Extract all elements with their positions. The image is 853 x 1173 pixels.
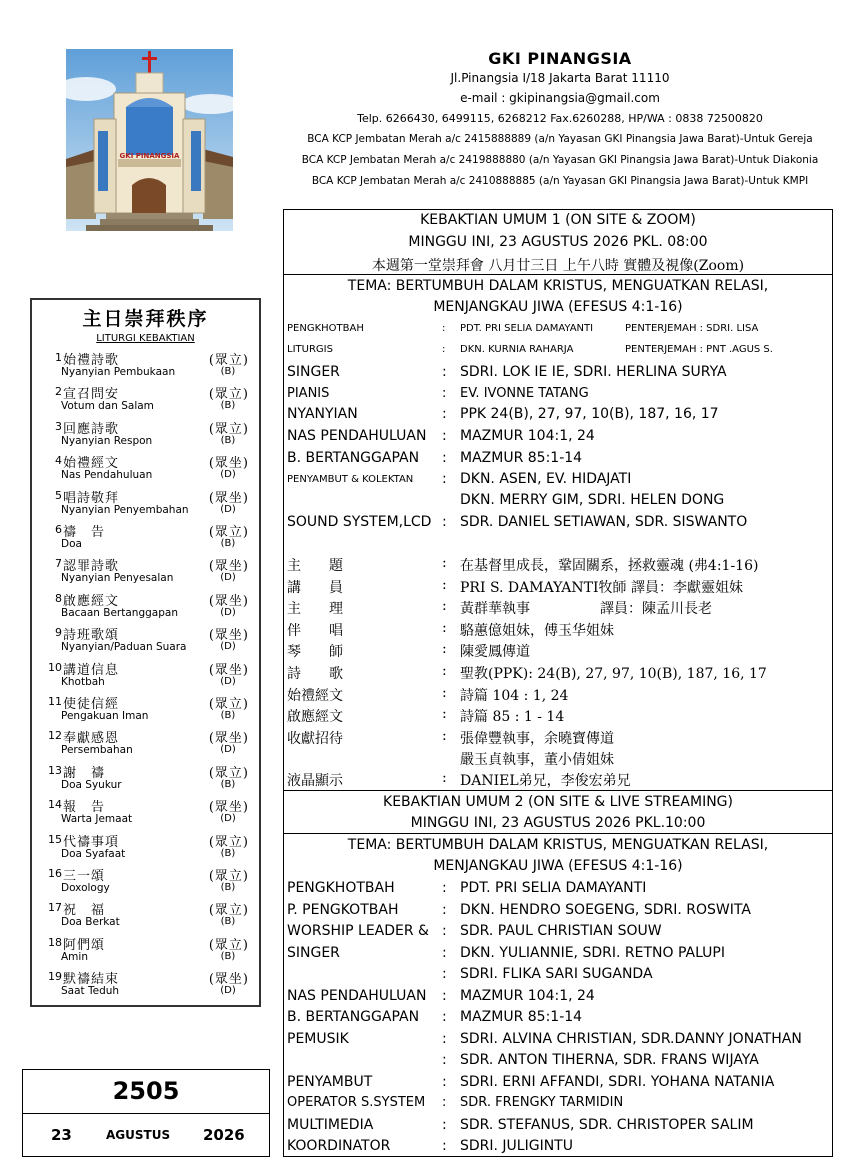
church-name: GKI PINANGSIA bbox=[488, 49, 632, 68]
order-item-chinese: 代禱事項 bbox=[63, 834, 120, 850]
order-item-indonesian: Nyanyian Respon bbox=[61, 434, 153, 447]
order-item-code: (B) bbox=[220, 710, 236, 721]
order-item-posture: (眾坐) bbox=[208, 628, 249, 644]
bulletin-number-box bbox=[22, 1069, 270, 1157]
church-photo-sign: GKI PINANGSIA bbox=[119, 152, 180, 160]
s2-row bbox=[287, 1138, 830, 1158]
zh-row-value: 聖教(PPK): 24(B), 27, 97, 10(B), 187, 16, 17 bbox=[460, 666, 767, 682]
s1-zh-row bbox=[287, 685, 830, 705]
zh-row-label: 始禮經文 bbox=[287, 687, 343, 704]
colon: : bbox=[442, 987, 447, 1004]
order-item-indonesian: Warta Jemaat bbox=[61, 813, 133, 826]
s1-row-liturgis: LITURGIS : DKN. KURNIA RAHARJA PENTERJEMAH : PNT .AGUS S. bbox=[287, 344, 773, 355]
order-item-indonesian: Doxology bbox=[61, 882, 110, 894]
order-item-number: 8 bbox=[55, 591, 62, 605]
order-item-code: (B) bbox=[220, 434, 236, 446]
order-item-number: 17 bbox=[48, 901, 62, 915]
order-item-posture: (眾立) bbox=[208, 903, 249, 919]
order-item-indonesian: Pengakuan Iman bbox=[61, 710, 149, 722]
colon: : bbox=[442, 727, 447, 744]
order-item-chinese: 奉獻感恩 bbox=[63, 731, 120, 747]
colon: : bbox=[442, 663, 447, 679]
order-item bbox=[32, 521, 259, 556]
order-item bbox=[32, 452, 259, 487]
order-item-chinese: 認罪詩歌 bbox=[63, 559, 120, 575]
order-item-chinese: 阿們頌 bbox=[63, 937, 106, 953]
zh-row-value: 詩篇 85 : 1 - 14 bbox=[460, 709, 565, 726]
s1-zh-row bbox=[287, 770, 830, 790]
order-item-posture: (眾立) bbox=[208, 869, 249, 884]
colon: : bbox=[442, 1073, 447, 1090]
zh-row-value: 嚴玉貞執事，董小倩姐妹 bbox=[460, 751, 614, 768]
zh-row-label: 詩 歌 bbox=[287, 666, 343, 682]
order-item-number: 14 bbox=[48, 798, 62, 812]
order-item-indonesian: Nyanyian/Paduan Suara bbox=[61, 641, 187, 654]
order-item-chinese: 禱 告 bbox=[63, 525, 106, 540]
colon: : bbox=[442, 1030, 447, 1047]
zh-row-value: DANIEL弟兄，李俊宏弟兄 bbox=[460, 773, 631, 790]
order-item-posture: (眾立) bbox=[208, 387, 249, 403]
s1-zh-row bbox=[287, 598, 830, 618]
zh-row-value: 駱蕙億姐妹，傅玉华姐妹 bbox=[460, 622, 614, 639]
order-item-code: (D) bbox=[220, 469, 236, 481]
order-item-indonesian: Doa Syukur bbox=[61, 778, 122, 791]
s1-row-sound: SOUND SYSTEM,LCD : SDR. DANIEL SETIAWAN, SDR. SISWANTO bbox=[287, 514, 748, 530]
order-item-number: 16 bbox=[48, 867, 62, 880]
order-item-chinese: 謝 禱 bbox=[63, 765, 106, 781]
s1-zh-row bbox=[287, 706, 830, 726]
service-schedule bbox=[283, 209, 833, 1157]
colon: : bbox=[442, 619, 447, 636]
s2-row bbox=[287, 923, 830, 943]
order-item-number: 13 bbox=[48, 763, 62, 777]
s2-row-label: PENGKHOTBAH bbox=[287, 880, 395, 896]
order-item bbox=[32, 383, 259, 418]
order-item bbox=[32, 487, 259, 522]
order-subtitle: LITURGI KEBAKTIAN bbox=[96, 333, 195, 344]
s2-row bbox=[287, 1117, 830, 1137]
s1-row-bertanggapan: B. BERTANGGAPAN : MAZMUR 85:1-14 bbox=[287, 450, 583, 466]
colon: : bbox=[442, 770, 447, 787]
s2-row-label: B. BERTANGGAPAN bbox=[287, 1009, 420, 1025]
service2-theme-line2: MENJANGKAU JIWA (EFESUS 4:1-16) bbox=[433, 858, 683, 874]
s1-row-pengkhotbah: PENGKHOTBAH : PDT. PRI SELIA DAMAYANTI PENTERJEMAH : SDRI. LISA bbox=[287, 323, 759, 334]
s2-row bbox=[287, 945, 830, 965]
colon: : bbox=[442, 641, 447, 658]
order-item-number: 3 bbox=[55, 419, 62, 433]
zh-row-label: 琴 師 bbox=[287, 644, 343, 661]
order-item-posture: (眾立) bbox=[208, 765, 249, 781]
order-item-code: (B) bbox=[220, 916, 236, 928]
service2-title: KEBAKTIAN UMUM 2 (ON SITE & LIVE STREAMING) bbox=[383, 794, 733, 810]
s1-zh-row bbox=[287, 577, 830, 597]
service1-theme-line2: MENJANGKAU JIWA (EFESUS 4:1-16) bbox=[433, 299, 683, 315]
order-title: 主日崇拜秩序 bbox=[82, 308, 209, 330]
zh-row-label: 講 員 bbox=[287, 579, 343, 596]
order-item-chinese: 始禮詩歌 bbox=[63, 353, 120, 368]
order-item-indonesian: Nyanyian Penyembahan bbox=[61, 503, 189, 516]
divider bbox=[284, 833, 832, 834]
colon: : bbox=[442, 1009, 447, 1025]
order-item-number: 19 bbox=[48, 970, 62, 984]
order-item-code: (B) bbox=[220, 950, 236, 962]
service2-theme-line1: TEMA: BERTUMBUH DALAM KRISTUS, MENGUATKAN RELASI, bbox=[347, 837, 769, 853]
s1-zh-row bbox=[287, 663, 830, 683]
church-email: e-mail : gkipinangsia@gmail.com bbox=[460, 91, 660, 105]
service1-title: KEBAKTIAN UMUM 1 (ON SITE & ZOOM) bbox=[420, 212, 696, 228]
bulletin-month: AGUSTUS bbox=[106, 1128, 171, 1142]
s2-row-value: MAZMUR 85:1-14 bbox=[460, 1009, 583, 1025]
s2-row-label: PENYAMBUT bbox=[287, 1073, 373, 1090]
s2-row bbox=[287, 1095, 830, 1115]
order-item-indonesian: Doa Syafaat bbox=[61, 847, 126, 860]
service1-date-zh: 本週第一堂崇拜會 八月廿三日 上午八時 實體及視像(Zoom) bbox=[371, 258, 745, 274]
s2-row-value: SDR. ANTON TIHERNA, SDR. FRANS WIJAYA bbox=[460, 1052, 759, 1068]
order-item-chinese: 詩班歌頌 bbox=[63, 628, 120, 644]
colon: : bbox=[442, 576, 447, 593]
zh-row-value: 詩篇 104 : 1, 24 bbox=[460, 687, 569, 704]
order-item bbox=[32, 624, 259, 659]
service2-date: MINGGU INI, 23 AGUSTUS 2026 PKL.10:00 bbox=[410, 815, 706, 831]
order-item-chinese: 講道信息 bbox=[63, 662, 120, 678]
order-item-code: (D) bbox=[220, 503, 236, 515]
s2-row-label: PEMUSIK bbox=[287, 1030, 349, 1047]
s2-row-value: SDR. STEFANUS, SDR. CHRISTOPER SALIM bbox=[460, 1116, 754, 1133]
zh-row-label: 主 題 bbox=[287, 558, 343, 574]
order-item-indonesian: Nas Pendahuluan bbox=[61, 469, 153, 482]
order-item-number: 15 bbox=[48, 832, 62, 846]
s1-row-pianis: PIANIS : EV. IVONNE TATANG bbox=[287, 386, 589, 401]
zh-row-value: 張偉豐執事，余曉寶傳道 bbox=[460, 730, 614, 747]
order-item-number: 2 bbox=[55, 385, 62, 399]
order-item-chinese: 祝 福 bbox=[63, 903, 106, 919]
zh-row-value: 在基督里成長，鞏固關系，拯救靈魂 (弗4:1-16) bbox=[460, 558, 759, 574]
colon: : bbox=[442, 1052, 447, 1068]
order-item bbox=[32, 418, 259, 453]
order-item-indonesian: Saat Teduh bbox=[61, 985, 120, 998]
order-item-chinese: 回應詩歌 bbox=[63, 421, 120, 437]
order-item-code: (B) bbox=[220, 882, 236, 893]
order-item-code: (B) bbox=[220, 778, 236, 790]
order-item-posture: (眾坐) bbox=[208, 456, 249, 472]
order-item bbox=[32, 762, 259, 797]
s2-row bbox=[287, 1074, 830, 1094]
order-item-number: 6 bbox=[55, 523, 62, 536]
s2-row-label: P. PENGKOTBAH bbox=[287, 901, 399, 918]
order-item-number: 12 bbox=[48, 729, 62, 743]
zh-row-label: 液晶顯示 bbox=[287, 773, 343, 790]
colon: : bbox=[442, 598, 447, 615]
order-item-indonesian: Nyanyian Penyesalan bbox=[61, 572, 174, 585]
service1-theme-line1: TEMA: BERTUMBUH DALAM KRISTUS, MENGUATKAN RELASI, bbox=[347, 278, 769, 294]
order-item-code: (B) bbox=[220, 847, 236, 859]
order-item-indonesian: Nyanyian Pembukaan bbox=[61, 366, 176, 378]
colon: : bbox=[442, 944, 447, 961]
s2-row-label: WORSHIP LEADER & bbox=[287, 923, 429, 939]
order-item-chinese: 使徒信經 bbox=[63, 697, 120, 712]
s1-zh-row bbox=[287, 620, 830, 640]
order-item-code: (D) bbox=[220, 985, 236, 997]
order-item-posture: (眾立) bbox=[208, 525, 249, 540]
order-item-posture: (眾立) bbox=[208, 834, 249, 850]
order-item-number: 1 bbox=[55, 351, 62, 364]
service1-date: MINGGU INI, 23 AGUSTUS 2026 PKL. 08:00 bbox=[408, 234, 708, 250]
s2-row bbox=[287, 966, 830, 986]
order-item-code: (D) bbox=[220, 641, 236, 653]
s2-row-label: MULTIMEDIA bbox=[287, 1116, 374, 1133]
bank-account-gereja: BCA KCP Jembatan Merah a/c 2415888889 (a/n Yayasan GKI Pinangsia Jawa Barat)-Untuk Gereja bbox=[307, 133, 813, 145]
order-item-number: 4 bbox=[55, 454, 62, 468]
order-item-posture: (眾立) bbox=[208, 937, 249, 953]
church-phone: Telp. 6266430, 6499115, 6268212 Fax.6260288, HP/WA : 0838 72500820 bbox=[357, 112, 763, 125]
order-item-number: 7 bbox=[55, 557, 62, 571]
order-item-chinese: 唱詩敬拜 bbox=[63, 490, 120, 506]
order-item bbox=[32, 865, 259, 900]
order-item-chinese: 報 告 bbox=[63, 800, 106, 816]
s2-row bbox=[287, 1009, 830, 1029]
order-item-indonesian: Amin bbox=[61, 950, 88, 963]
order-item bbox=[32, 899, 259, 934]
church-address: Jl.Pinangsia I/18 Jakarta Barat 11110 bbox=[450, 71, 670, 85]
order-item-posture: (眾坐) bbox=[208, 559, 249, 575]
order-item-number: 11 bbox=[48, 695, 62, 708]
s2-row bbox=[287, 902, 830, 922]
bank-account-kmpi: BCA KCP Jembatan Merah a/c 2410888885 (a/n Yayasan GKI Pinangsia Jawa Barat)-Untuk KMPI bbox=[311, 175, 809, 187]
order-of-worship bbox=[30, 298, 261, 1007]
order-item bbox=[32, 831, 259, 866]
order-item-number: 5 bbox=[55, 488, 62, 502]
order-item-indonesian: Persembahan bbox=[61, 744, 133, 757]
s2-row-value: DKN. HENDRO SOEGENG, SDRI. ROSWITA bbox=[460, 901, 751, 918]
order-item-code: (D) bbox=[220, 675, 236, 687]
colon: : bbox=[442, 706, 447, 723]
church-photo bbox=[66, 49, 233, 231]
divider bbox=[23, 1113, 269, 1114]
order-item bbox=[32, 693, 259, 728]
s1-zh-row bbox=[287, 641, 830, 661]
s2-row-value: MAZMUR 104:1, 24 bbox=[460, 987, 595, 1004]
colon: : bbox=[442, 966, 447, 982]
order-item bbox=[32, 555, 259, 590]
order-item-posture: (眾立) bbox=[208, 353, 249, 368]
order-item-posture: (眾坐) bbox=[208, 593, 249, 609]
s2-row-value: SDRI. ALVINA CHRISTIAN, SDR.DANNY JONATHAN bbox=[460, 1030, 802, 1047]
order-item-posture: (眾坐) bbox=[208, 972, 249, 988]
zh-row-value: PRI S. DAMAYANTI牧師 譯員：李獻靈姐妹 bbox=[460, 579, 743, 596]
divider bbox=[284, 274, 832, 275]
zh-row-value: 黃群華執事 譯員：陳孟川長老 bbox=[460, 601, 712, 618]
s2-row bbox=[287, 880, 830, 900]
s2-row-value: SDR. PAUL CHRISTIAN SOUW bbox=[460, 923, 662, 939]
colon: : bbox=[442, 901, 447, 918]
order-item-code: (B) bbox=[220, 538, 236, 549]
s2-row-label: NAS PENDAHULUAN bbox=[287, 987, 427, 1004]
zh-row-label: 收獻招待 bbox=[287, 730, 343, 747]
s2-row-label: OPERATOR S.SYSTEM bbox=[287, 1095, 426, 1110]
zh-row-label: 伴 唱 bbox=[287, 622, 343, 639]
order-item-posture: (眾立) bbox=[208, 421, 249, 437]
bulletin-day: 23 bbox=[51, 1126, 72, 1144]
order-item-indonesian: Doa Berkat bbox=[61, 916, 120, 929]
s2-row bbox=[287, 988, 830, 1008]
order-item-posture: (眾立) bbox=[208, 697, 249, 712]
zh-row-label: 啟應經文 bbox=[287, 709, 343, 726]
s1-row-nas: NAS PENDAHULUAN : MAZMUR 104:1, 24 bbox=[287, 428, 595, 444]
order-item bbox=[32, 796, 259, 831]
s1-zh-row bbox=[287, 727, 830, 768]
order-item-chinese: 三一頌 bbox=[63, 869, 106, 884]
order-item-number: 18 bbox=[48, 935, 62, 949]
colon: : bbox=[442, 923, 447, 939]
order-item bbox=[32, 590, 259, 625]
colon: : bbox=[442, 880, 447, 896]
s2-row-label: SINGER bbox=[287, 944, 340, 961]
s1-row-nyanyian: NYANYIAN : PPK 24(B), 27, 97, 10(B), 187, 16, 17 bbox=[287, 406, 719, 422]
colon: : bbox=[442, 1138, 447, 1154]
order-item bbox=[32, 934, 259, 969]
s2-row-value: SDRI. FLIKA SARI SUGANDA bbox=[460, 966, 653, 982]
order-item bbox=[32, 968, 259, 1003]
order-item-posture: (眾坐) bbox=[208, 800, 249, 816]
divider bbox=[284, 790, 832, 791]
s2-row bbox=[287, 1031, 830, 1051]
bank-account-diakonia: BCA KCP Jembatan Merah a/c 2419888880 (a/n Yayasan GKI Pinangsia Jawa Barat)-Untuk Diakonia bbox=[301, 154, 819, 166]
order-item-chinese: 始禮經文 bbox=[63, 456, 120, 472]
order-item-chinese: 默禱結束 bbox=[63, 972, 120, 988]
order-item bbox=[32, 727, 259, 762]
order-item-chinese: 宣召問安 bbox=[63, 387, 120, 403]
order-item-posture: (眾坐) bbox=[208, 731, 249, 747]
s2-row-value: PDT. PRI SELIA DAMAYANTI bbox=[460, 880, 647, 896]
s1-zh-row bbox=[287, 555, 830, 575]
s2-row-value: SDR. FRENGKY TARMIDIN bbox=[460, 1095, 624, 1110]
s1-row-penyambut: PENYAMBUT & KOLEKTAN : DKN. ASEN, EV. HIDAJATI DKN. MERRY GIM, SDRI. HELEN DONG bbox=[287, 471, 725, 508]
bulletin-year: 2026 bbox=[203, 1126, 245, 1144]
zh-row-value: 陳愛鳳傳道 bbox=[460, 644, 530, 661]
order-item-indonesian: Doa bbox=[61, 538, 82, 550]
s1-row-singer: SINGER : SDRI. LOK IE IE, SDRI. HERLINA SURYA bbox=[287, 364, 727, 380]
order-item-code: (D) bbox=[220, 744, 236, 756]
bulletin-number: 2505 bbox=[112, 1077, 180, 1105]
order-item-code: (D) bbox=[220, 813, 236, 825]
order-item-indonesian: Bacaan Bertanggapan bbox=[61, 606, 178, 619]
order-item-indonesian: Khotbah bbox=[61, 675, 105, 688]
s2-row bbox=[287, 1052, 830, 1072]
s2-row-value: DKN. YULIANNIE, SDRI. RETNO PALUPI bbox=[460, 944, 725, 961]
s2-row-value: SDRI. ERNI AFFANDI, SDRI. YOHANA NATANIA bbox=[460, 1073, 775, 1090]
s2-row-label: KOORDINATOR bbox=[287, 1138, 391, 1154]
order-item-code: (B) bbox=[220, 400, 236, 412]
order-item-indonesian: Votum dan Salam bbox=[61, 400, 154, 413]
zh-row-label: 主 理 bbox=[287, 601, 343, 618]
colon: : bbox=[442, 684, 447, 701]
order-item-code: (D) bbox=[220, 606, 236, 618]
order-item-number: 10 bbox=[48, 660, 62, 674]
order-item-posture: (眾坐) bbox=[208, 662, 249, 678]
order-item-code: (B) bbox=[220, 366, 236, 377]
order-item-chinese: 啟應經文 bbox=[63, 593, 120, 609]
order-item-posture: (眾坐) bbox=[208, 490, 249, 506]
s2-row-value: SDRI. JULIGINTU bbox=[460, 1138, 573, 1154]
order-item-number: 9 bbox=[55, 626, 62, 640]
colon: : bbox=[442, 1116, 447, 1133]
order-item bbox=[32, 349, 259, 384]
order-item-code: (D) bbox=[220, 572, 236, 584]
colon: : bbox=[442, 555, 447, 571]
order-item bbox=[32, 659, 259, 694]
colon: : bbox=[442, 1095, 447, 1110]
